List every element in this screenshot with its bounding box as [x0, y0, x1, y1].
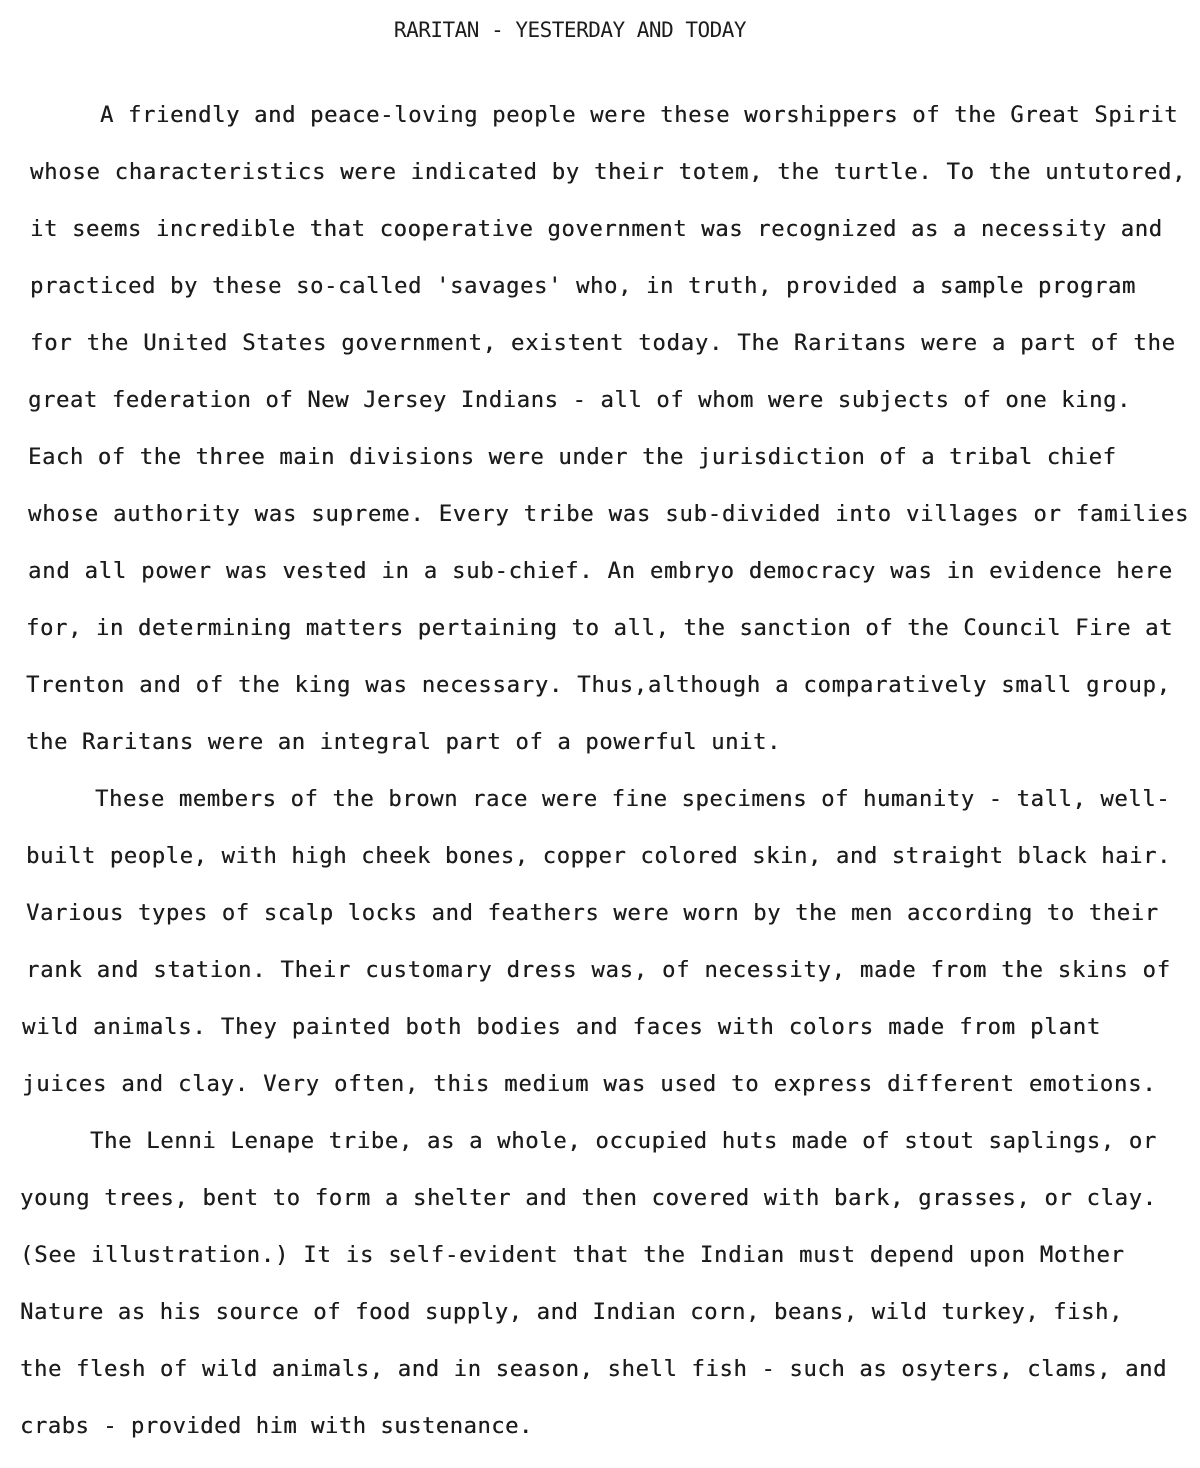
text-line: juices and clay. Very often, this medium was used to express different emotions. [22, 1071, 1157, 1097]
text-line: Trenton and of the king was necessary. Thus,although a comparatively small group, [26, 672, 1171, 698]
text-line: These members of the brown race were fine specimens of humanity - tall, well- [95, 786, 1171, 812]
text-line: A friendly and peace-loving people were these worshippers of the Great Spirit [100, 102, 1179, 128]
text-line: The Lenni Lenape tribe, as a whole, occupied huts made of stout saplings, or [90, 1128, 1157, 1154]
text-line: Nature as his source of food supply, and Indian corn, beans, wild turkey, fish, [20, 1299, 1123, 1325]
text-line: crabs - provided him with sustenance. [20, 1413, 533, 1439]
text-line: wild animals. They painted both bodies and faces with colors made from plant [22, 1014, 1102, 1040]
text-line: rank and station. Their customary dress was, of necessity, made from the skins of [26, 957, 1171, 983]
text-line: whose authority was supreme. Every tribe was sub-divided into villages or families [28, 501, 1190, 527]
text-line: the Raritans were an integral part of a powerful unit. [26, 729, 781, 755]
text-line: practiced by these so-called 'savages' who, in truth, provided a sample program [30, 273, 1136, 299]
text-line: young trees, bent to form a shelter and then covered with bark, grasses, or clay. [20, 1185, 1157, 1211]
page-title: RARITAN - YESTERDAY AND TODAY [393, 18, 747, 42]
text-line: built people, with high cheek bones, copper colored skin, and straight black hair. [26, 843, 1171, 869]
text-line: it seems incredible that cooperative government was recognized as a necessity and [30, 216, 1163, 242]
text-line: Each of the three main divisions were under the jurisdiction of a tribal chief [28, 444, 1117, 470]
text-line: (See illustration.) It is self-evident that the Indian must depend upon Mother [20, 1242, 1125, 1268]
text-line: the flesh of wild animals, and in season, shell fish - such as osyters, clams, and [20, 1356, 1168, 1382]
text-line: and all power was vested in a sub-chief. An embryo democracy was in evidence here [28, 558, 1173, 584]
text-line: great federation of New Jersey Indians - all of whom were subjects of one king. [28, 387, 1131, 413]
text-line: for the United States government, existent today. The Raritans were a part of the [30, 330, 1176, 356]
text-line: whose characteristics were indicated by their totem, the turtle. To the untutored, [30, 159, 1187, 185]
text-line: for, in determining matters pertaining to all, the sanction of the Council Fire at [26, 615, 1174, 641]
text-line: Various types of scalp locks and feathers were worn by the men according to their [26, 900, 1159, 926]
